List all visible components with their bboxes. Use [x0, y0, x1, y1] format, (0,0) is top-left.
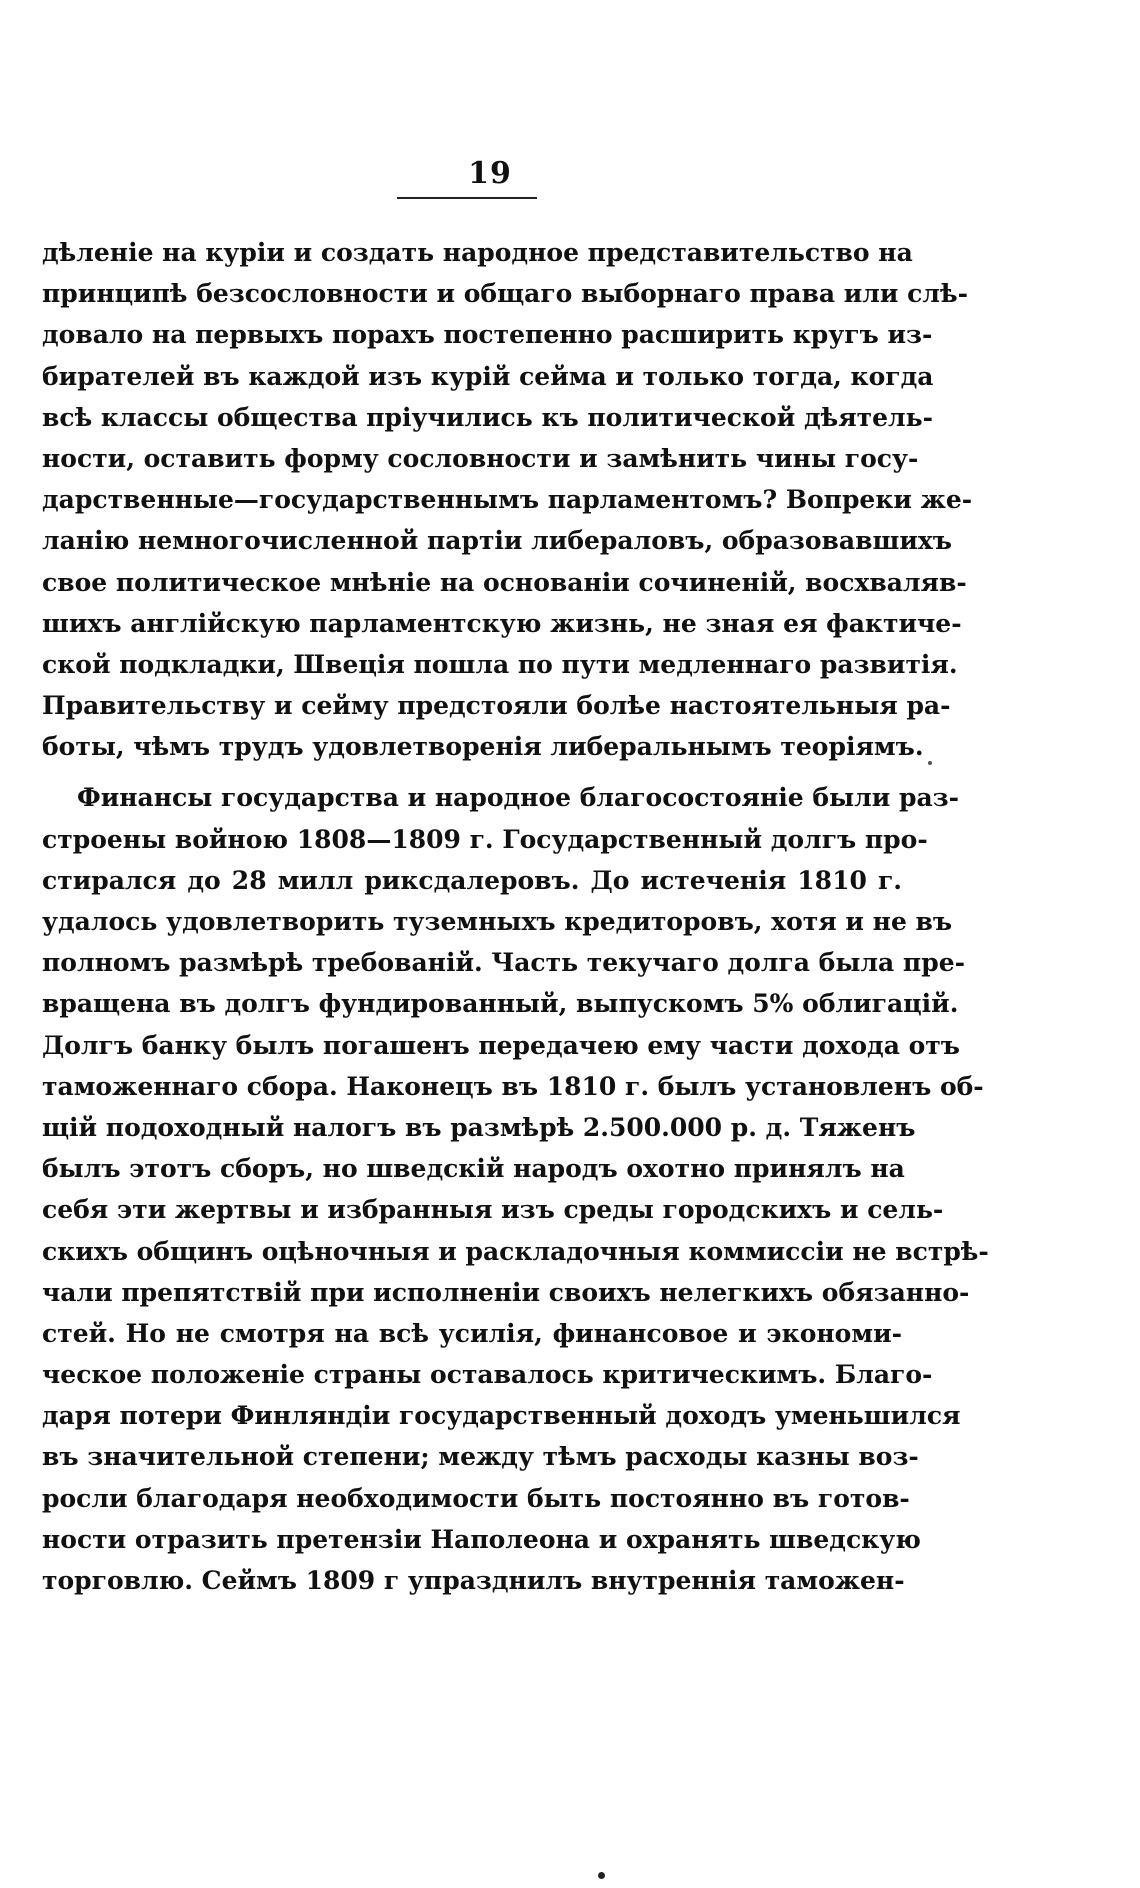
text-line: Финансы государства и народное благосостояніе были раз- — [77, 783, 960, 813]
body-text — [42, 232, 989, 1601]
text-line: чали препятствій при исполненіи своихъ нелегкихъ обязанно- — [42, 1277, 970, 1307]
scan-dot-mark — [928, 761, 932, 765]
text-line: даря потери Финляндіи государственный доходъ уменьшился — [42, 1401, 961, 1431]
scan-dot-mark — [598, 1872, 605, 1879]
text-line: довало на первыхъ порахъ постепенно расширить кругъ из- — [42, 320, 933, 350]
text-line: ности, оставить форму сословности и замѣнить чины госу- — [42, 443, 919, 473]
page-number: 19 — [468, 156, 512, 191]
text-line: принципѣ безсословности и общаго выборнаго права или слѣ- — [42, 279, 968, 309]
paragraph-gap — [42, 767, 902, 777]
text-line: скихъ общинъ оцѣночныя и раскладочныя коммиссіи не встрѣ- — [42, 1236, 989, 1266]
text-line: былъ этотъ сборъ, но шведскій народъ охотно принялъ на — [42, 1154, 905, 1184]
text-line: щій подоходный налогъ въ размѣрѣ 2.500.000 р. д. Тяженъ — [42, 1112, 916, 1142]
text-line: бирателей въ каждой изъ курій сейма и только тогда, когда — [42, 361, 934, 391]
text-line: ческое положеніе страны оставалось критическимъ. Благо- — [42, 1360, 933, 1390]
text-line: полномъ размѣрѣ требованій. Часть текучаго долга была пре- — [42, 948, 965, 978]
text-line: стей. Но не смотря на всѣ усилія, финансовое и экономи- — [42, 1318, 902, 1348]
text-line: торговлю. Сеймъ 1809 г упразднилъ внутреннія таможен- — [42, 1566, 905, 1595]
text-line: въ значительной степени; между тѣмъ расходы казны воз- — [42, 1442, 919, 1472]
text-line: ланію немногочисленной партіи либераловъ, образовавшихъ — [42, 526, 952, 556]
paragraph — [42, 232, 973, 767]
text-line: Правительству и сейму предстояли болѣе настоятельныя ра- — [42, 691, 951, 721]
text-line: себя эти жертвы и избранныя изъ среды городскихъ и сель- — [42, 1195, 944, 1225]
text-line: свое политическое мнѣніе на основаніи сочиненій, восхваляв- — [42, 567, 967, 597]
text-line: росли благодаря необходимости быть постоянно въ готов- — [42, 1483, 910, 1513]
text-line: Долгъ банку былъ погашенъ передачею ему части дохода отъ — [42, 1030, 960, 1060]
text-line: шихъ англійскую парламентскую жизнь, не зная ея фактиче- — [42, 608, 962, 638]
text-line: ности отразить претензіи Наполеона и охранять шведскую — [42, 1524, 921, 1554]
text-line: стирался до 28 милл риксдалеровъ. До истеченія 1810 г. — [42, 865, 902, 895]
text-line: удалось удовлетворить туземныхъ кредиторовъ, хотя и не въ — [42, 907, 953, 936]
text-line: всѣ классы общества пріучились къ политической дѣятель- — [42, 402, 934, 432]
paragraph — [42, 777, 989, 1601]
text-line: боты, чѣмъ трудъ удовлетворенія либеральнымъ теоріямъ. — [42, 732, 924, 762]
text-line: строены войною 1808—1809 г. Государственный долгъ про- — [42, 824, 928, 854]
text-line: ской подкладки, Швеція пошла по пути медленнаго развитія. — [42, 649, 958, 679]
text-line: дѣленіе на куріи и создать народное представительство на — [42, 238, 913, 267]
text-line: вращена въ долгъ фундированный, выпускомъ 5% облигацій. — [42, 989, 959, 1019]
text-line: таможеннаго сбора. Наконецъ въ 1810 г. былъ установленъ об- — [42, 1071, 984, 1101]
text-line: дарственные—государственнымъ парламентомъ? Вопреки же- — [42, 485, 973, 515]
page-number-rule — [397, 197, 537, 199]
